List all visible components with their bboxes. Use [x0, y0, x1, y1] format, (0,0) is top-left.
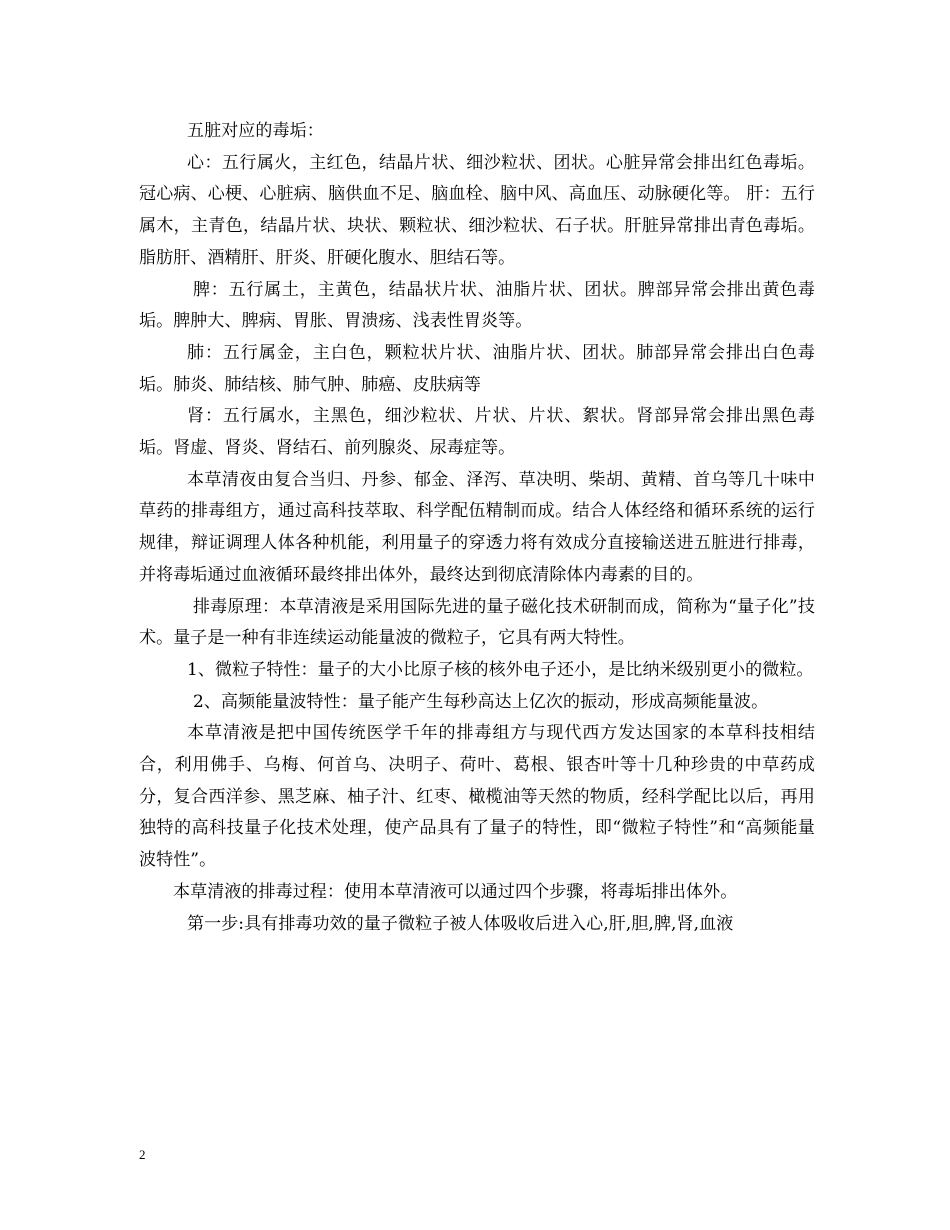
paragraph-kidney: 肾：五行属水，主黑色，细沙粒状、片状、片状、絮状。肾部异常会排出黑色毒垢。肾虚、肾炎、肾结石、前列腺炎、尿毒症等。 [139, 406, 815, 459]
paragraph-particle-property: 1、微粒子特性：量子的大小比原子核的核外电子还小，是比纳米级别更小的微粒。 [187, 659, 814, 680]
paragraph-spleen: 脾：五行属土，主黄色，结晶状片状、油脂片状、团状。脾部异常会排出黄色毒垢。脾肿大、脾病、胃胀、胃溃疡、浅表性胃炎等。 [139, 279, 815, 332]
section-heading-toxins: 五脏对应的毒垢： [187, 121, 324, 141]
page-number: 2 [139, 1147, 146, 1162]
paragraph-principle: 排毒原理：本草清液是采用国际先进的量子磁化技术研制而成，简称为“量子化”技术。量子是一种有非连续运动能量波的微粒子，它具有两大特性。 [139, 596, 815, 649]
paragraph-heart-liver: 心：五行属火，主红色，结晶片状、细沙粒状、团状。心脏异常会排出红色毒垢。冠心病、心梗、心脏病、脑供血不足、脑血栓、脑中风、高血压、动脉硬化等。 肝：五行属木，主青色，结晶片状、块状、颗粒状、细沙粒状、石子状。肝脏异常排出青色毒垢。脂肪肝、酒精肝、肝炎、肝硬化腹水、胆结石等。 [139, 152, 815, 268]
paragraph-detox-process: 本草清液的排毒过程：使用本草清液可以通过四个步骤，将毒垢排出体外。 [173, 881, 738, 902]
paragraph-lung: 肺：五行属金，主白色，颗粒状片状、油脂片状、团状。肺部异常会排出白色毒垢。肺炎、肺结核、肺气肿、肺癌、皮肤病等 [139, 342, 815, 395]
paragraph-formula: 本草清夜由复合当归、丹参、郁金、泽泻、草决明、柴胡、黄精、首乌等几十味中草药的排毒组方，通过高科技萃取、科学配伍精制而成。结合人体经络和循环系统的运行规律，辩证调理人体各种机能，利用量子的穿透力将有效成分直接输送进五脏进行排毒，并将毒垢通过血液循环最终排出体外，最终达到彻底清除体内毒素的目的。 [139, 469, 815, 585]
paragraph-product-description: 本草清液是把中国传统医学千年的排毒组方与现代西方发达国家的本草科技相结合，利用佛手、乌梅、何首乌、决明子、荷叶、葛根、银杏叶等十几种珍贵的中草药成分，复合西洋参、黑芝麻、柚子汁、红枣、橄榄油等天然的物质，经科学配比以后，再用独特的高科技量子化技术处理，使产品具有了量子的特性，即“微粒子特性”和“高频能量波特性”。 [139, 723, 815, 871]
paragraph-step-one: 第一步:具有排毒功效的量子微粒子被人体吸收后进入心,肝,胆,脾,肾,血液 [187, 913, 734, 934]
document-body [139, 116, 815, 940]
paragraph-wave-property: 2、高频能量波特性：量子能产生每秒高达上亿次的振动，形成高频能量波。 [193, 691, 769, 712]
